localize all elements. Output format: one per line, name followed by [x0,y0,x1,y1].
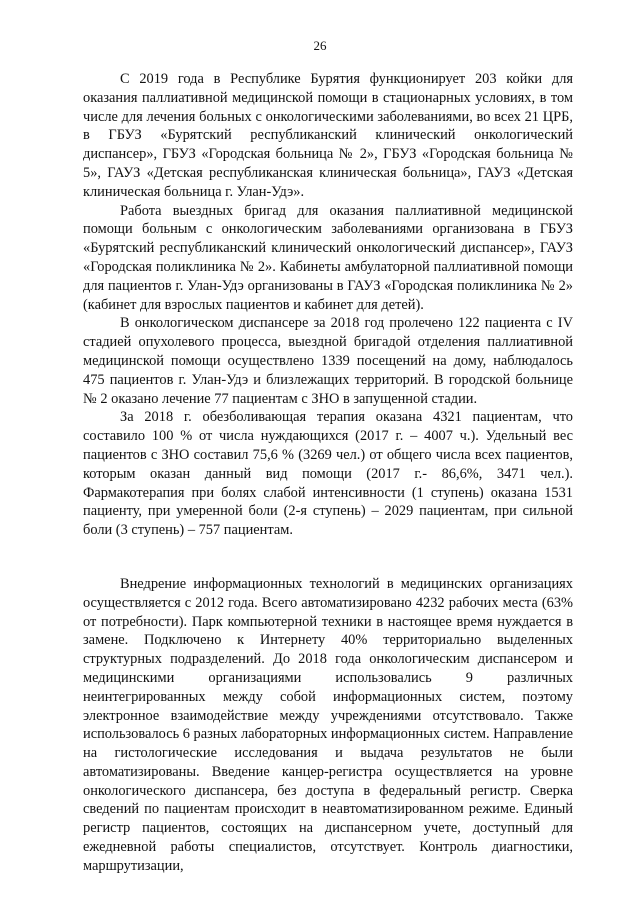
paragraph-palliative-beds: С 2019 года в Республике Бурятия функционирует 203 койки для оказания паллиативной медицинской помощи в стационарных условиях, в том числе для лечения больных с онкологическими заболеваниями, во всех 21 ЦРБ, в ГБУЗ «Бурятский республиканский клинический онкологический диспансер», ГБУЗ «Городская больница № 2», ГБУЗ «Городская больница № 5», ГАУЗ «Детская республиканская клиническая больница», ГАУЗ «Детская клиническая больница г. Улан-Удэ». [83,71,573,200]
document-body [83,70,573,876]
paragraph-information-technology: Внедрение информационных технологий в медицинских организациях осуществляется с 2012 года. Всего автоматизировано 4232 рабочих места (63% от потребности). Парк компьютерной техники в настоящее время нуждается в замене. Подключено к Интернету 40% территориально выделенных структурных подразделений. До 2018 года онкологическим диспансером и медицинскими организациями использовались 9 различных неинтегрированных между собой информационных систем, поэтому электронное взаимодействие между учреждениями отсутствовало. Также использовалось 6 разных лабораторных информационных систем. Направление на гистологические исследования и выдача результатов не были автоматизированы. Введение канцер-регистра осуществляется на уровне онкологического диспансера, без доступа в федеральный регистр. Сверка сведений по пациентам происходит в неавтоматизированном режиме. Единый регистр пациентов, состоящих на диспансерном учете, доступный для ежедневной работы специалистов, отсутствует. Контроль диагностики, маршрутизации, [83,575,573,874]
page-number: 26 [313,38,327,53]
paragraph-pain-therapy: За 2018 г. обезболивающая терапия оказана 4321 пациентам, что составило 100 % от числа нуждающихся (2017 г. – 4007 ч.). Удельный вес пациентов с ЗНО составил 75,6 % (3269 чел.) от общего числа всех пациентов, которым оказан данный вид помощи (2017 г.- 86,6%, 3471 чел.). Фармакотерапия при болях слабой интенсивности (1 ступень) оказана 1531 пациенту, при умеренной боли (2-я ступень) – 2029 пациентам, при сильной боли (3 ступень) – 757 пациентам. [83,409,573,539]
paragraph-oncology-dispensary: В онкологическом диспансере за 2018 год пролечено 122 пациента с IV стадией опухолевого процесса, выездной бригадой отделения паллиативной медицинской помощи осуществлено 1339 посещений на дому, наблюдалось 475 пациентов г. Улан-Удэ и близлежащих территорий. В городской больнице № 2 оказано лечение 77 пациентам с ЗНО в запущенной стадии. [83,315,573,407]
paragraph-gap [83,540,573,575]
paragraph-mobile-teams: Работа выездных бригад для оказания паллиативной медицинской помощи больным с онкологическим заболеваниями организована в ГБУЗ «Бурятский республиканский клинический онкологический диспансер», ГАУЗ «Городская поликлиника № 2». Кабинеты амбулаторной паллиативной помощи для пациентов г. Улан-Удэ организованы в ГАУЗ «Городская поликлиника № 2» (кабинет для взрослых пациентов и кабинет для детей). [83,202,573,313]
